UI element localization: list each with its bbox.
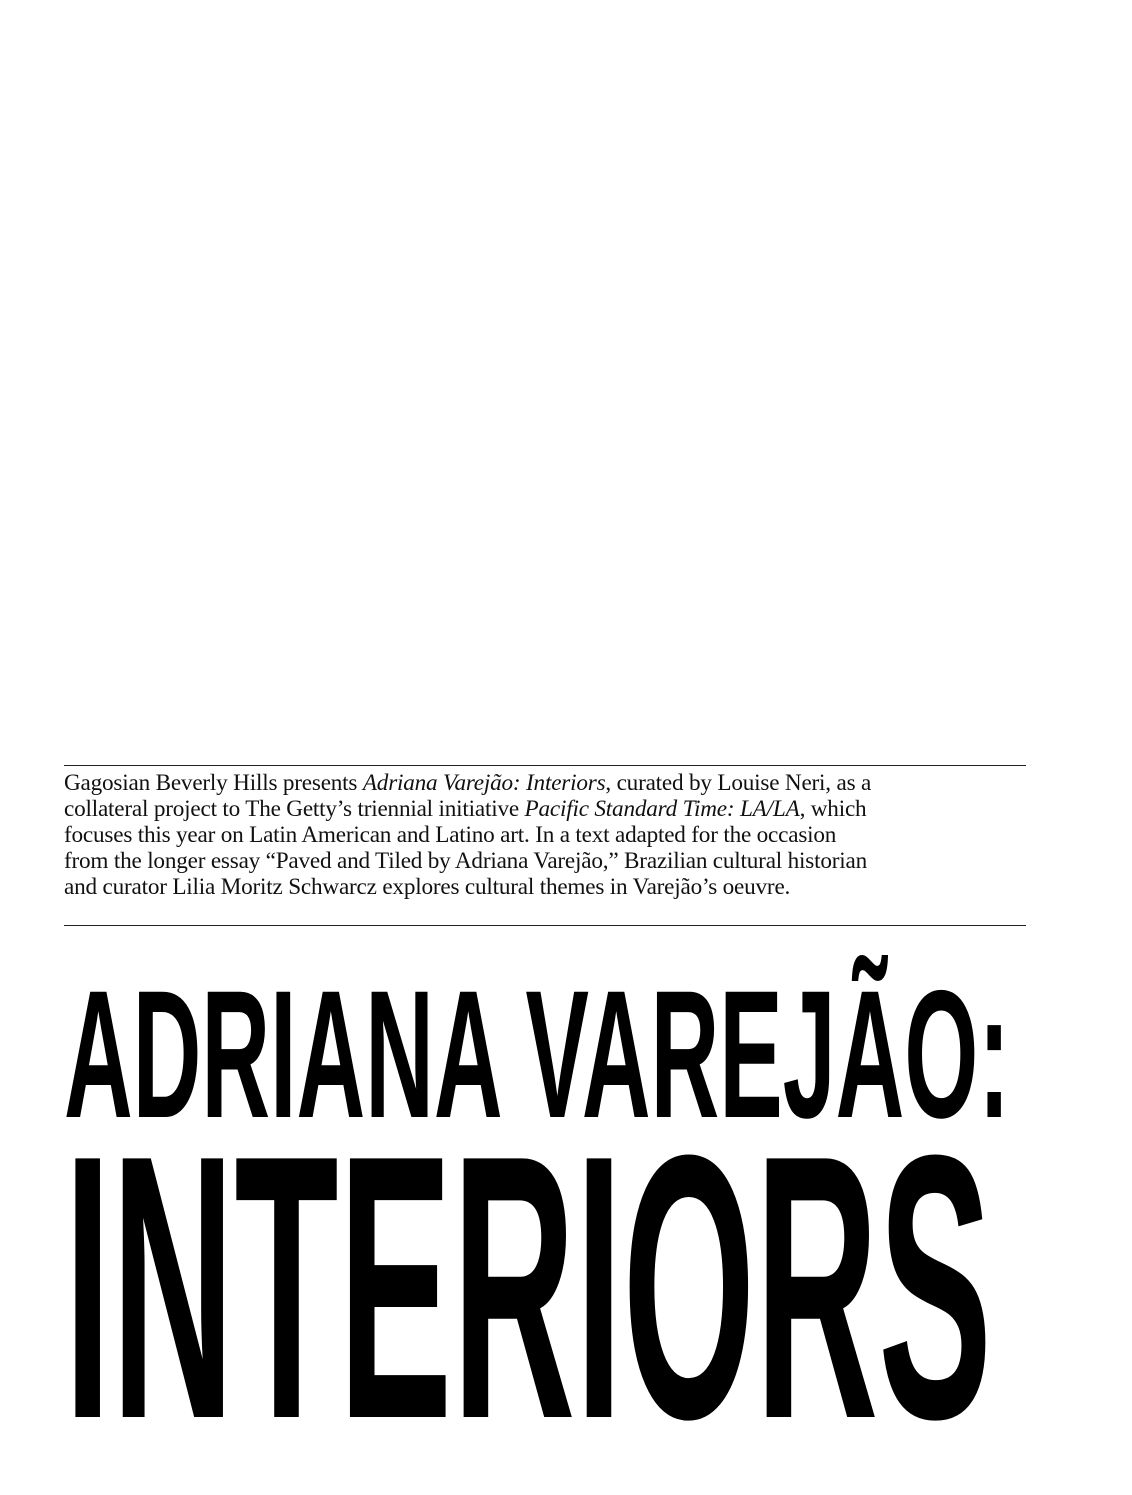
- headline-line-1: ADRIANA VAREJÃO:: [64, 952, 1010, 1156]
- intro-line: and curator Lilia Moritz Schwarcz explores cultural themes in Varejão’s oeuvre.: [64, 874, 791, 900]
- intro-line: collateral project to The Getty’s triennial initiative Pacific Standard Time: LA/LA, which: [64, 796, 867, 822]
- intro-line: from the longer essay “Paved and Tiled by Adriana Varejão,” Brazilian cultural historian: [64, 848, 867, 874]
- intro-line: Gagosian Beverly Hills presents Adriana Varejão: Interiors, curated by Louise Neri, as a: [64, 770, 872, 796]
- intro-line: focuses this year on Latin American and Latino art. In a text adapted for the occasion: [64, 822, 837, 848]
- headline-line-2: INTERIORS: [64, 1077, 992, 1495]
